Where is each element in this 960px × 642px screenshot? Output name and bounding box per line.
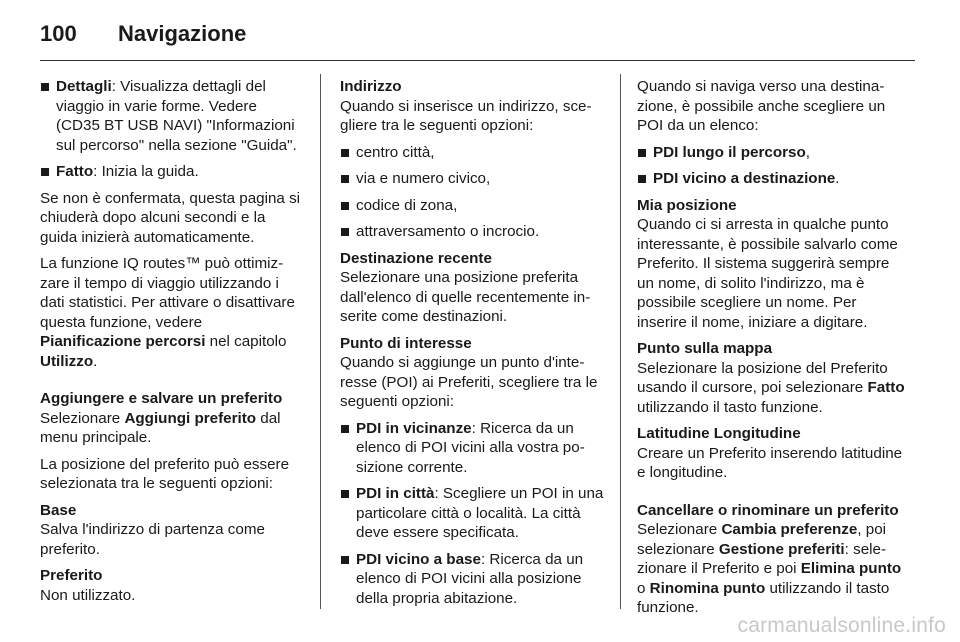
subheading: Destinazione recente [340, 249, 492, 267]
paragraph: Non utilizzato. [40, 586, 136, 604]
header-divider [40, 60, 915, 61]
subheading: Punto di interesse [340, 334, 472, 352]
subheading: Mia posizione [637, 196, 737, 214]
paragraph: Selezionare la posizione del Preferito usando il cursore, poi selezionare Fatto utilizzando il tasto funzione. [637, 359, 905, 416]
paragraph: Se non è confermata, questa pagina si chiuderà dopo alcuni secondi e la guida inizierà automaticamente. [40, 189, 301, 246]
paragraph: Quando si naviga verso una destinazione, è possibile anche scegliere un POI da un elenco: [637, 78, 886, 134]
page-number: 100 [40, 21, 77, 46]
subheading: Latitudine Longitudine [637, 425, 801, 442]
subheading: Punto sulla mappa [637, 340, 773, 357]
paragraph: Quando si inserisce un indirizzo, scegliere tra le seguenti opzioni: [340, 97, 592, 134]
paragraph: Quando ci si arresta in qualche punto interessante, è possibile salvarlo come Preferito. Il sistema suggerirà sempre un nome, di solito l'indirizzo, ma è possibile scegliere un nome. Per inserire il nome, iniziare a digitare. [637, 216, 898, 331]
list-item: codice di zona, [340, 196, 608, 216]
list-item: PDI in città: Scegliere un POI in una particolare città o località. La città deve essere specificata. [340, 484, 608, 543]
paragraph: Salva l'indirizzo di partenza come preferito. [40, 521, 265, 558]
paragraph: Selezionare Aggiungi preferito dal menu principale. [40, 409, 281, 446]
subheading: Preferito [40, 567, 103, 584]
list-item: attraversamento o incrocio. [340, 222, 608, 242]
section-heading: Cancellare o rinominare un preferito [637, 501, 899, 519]
list-item: centro città, [340, 143, 608, 163]
list-item: PDI vicino a destinazione. [637, 169, 907, 189]
paragraph: Quando si aggiunge un punto d'interesse (POI) ai Preferiti, scegliere tra le seguenti opzioni: [340, 354, 598, 410]
column-3 [637, 77, 907, 625]
paragraph: La funzione IQ routes™ può ottimizzare il tempo di viaggio utilizzando i dati statistici. Per attivare o disattivare questa funzione, vedere Pianificazione percorsi nel capitolo Utilizzo. [40, 255, 295, 370]
paragraph: Creare un Preferito inserendo latitudine e longitudine. [637, 444, 903, 481]
subheading: Indirizzo [340, 78, 402, 95]
list-item: PDI lungo il percorso, [637, 143, 907, 163]
paragraph: Selezionare una posizione preferita dall'elenco di quelle recentemente inserite come destinazioni. [340, 269, 591, 325]
list-item: via e numero civico, [340, 169, 608, 189]
section-heading: Aggiungere e salvare un preferito [40, 390, 283, 407]
list-item: Fatto: Inizia la guida. [40, 162, 302, 182]
column-1 [40, 77, 302, 612]
paragraph: Selezionare Cambia preferenze, poi selezionare Gestione preferiti: selezionare il Preferito e poi Elimina punto o Rinomina punto utilizzando il tasto funzione. [637, 521, 902, 616]
column-divider-1 [320, 74, 321, 609]
page-title: Navigazione [118, 21, 247, 46]
list-item: Dettagli: Visualizza dettagli del viaggio in varie forme. Vedere (CD35 BT USB NAVI) "Informazioni sul percorso" nella sezione "Guida". [40, 77, 302, 155]
page-header [40, 14, 246, 54]
paragraph: La posizione del preferito può essere selezionata tra le seguenti opzioni: [40, 455, 290, 492]
column-divider-2 [620, 74, 621, 609]
list-item: PDI vicino a base: Ricerca da un elenco di POI vicini alla posizione della propria abitazione. [340, 550, 608, 609]
column-2 [340, 77, 608, 615]
watermark: carmanualsonline.info [737, 614, 946, 637]
subheading: Base [40, 501, 77, 519]
list-item: PDI in vicinanze: Ricerca da un elenco di POI vicini alla vostra posizione corrente. [340, 419, 608, 478]
